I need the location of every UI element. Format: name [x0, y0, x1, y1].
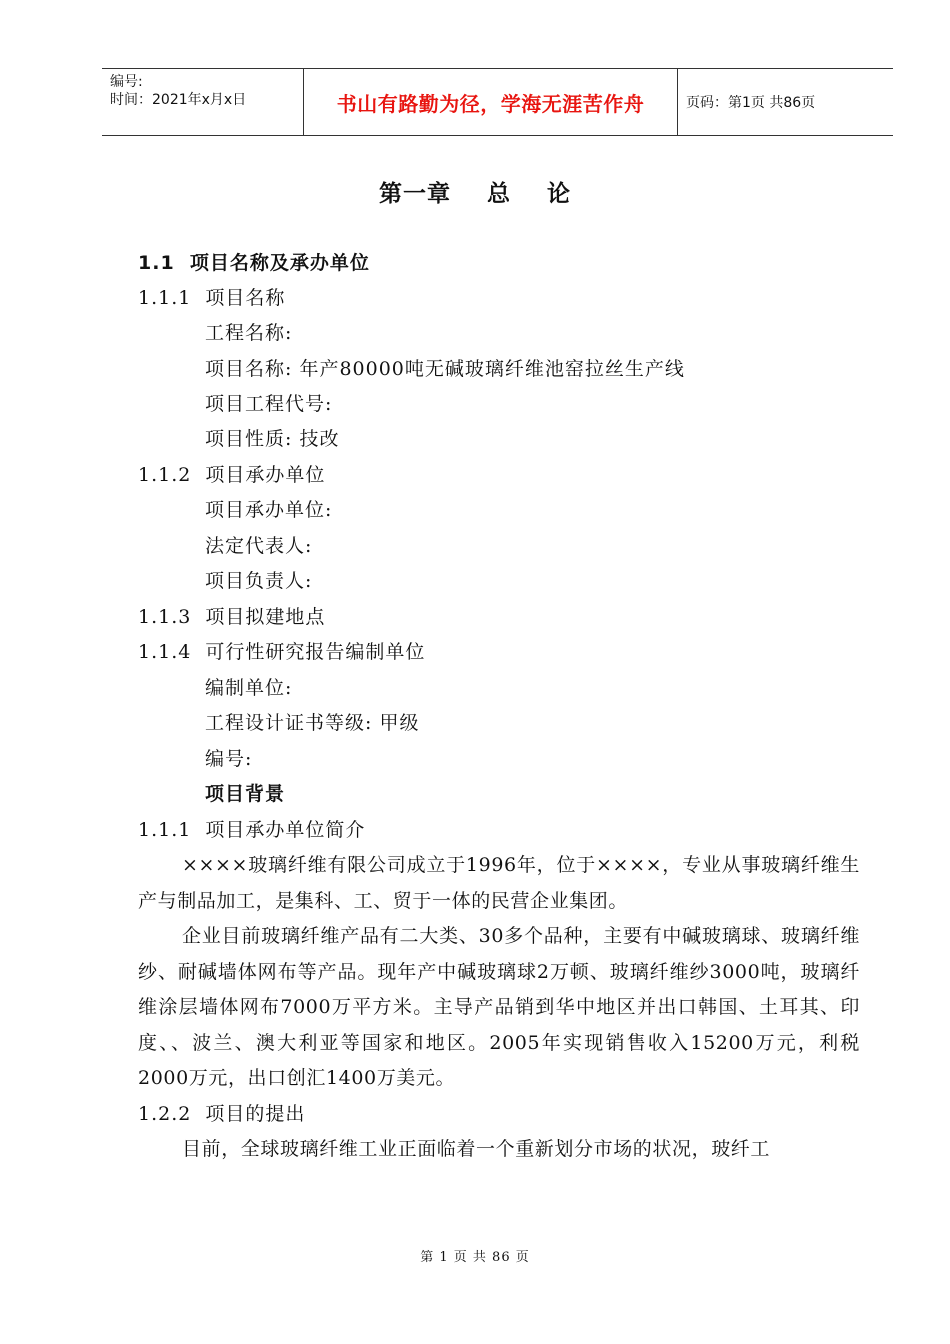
page-code: 页码：第1页 共86页	[686, 95, 816, 111]
undertaker-label: 项目承办单位:	[205, 499, 333, 521]
section-heading-company-intro: 1.1.1 项目承办单位简介	[138, 819, 366, 841]
compiler-label: 编制单位:	[205, 677, 293, 699]
paragraph-company-intro: ××××玻璃纤维有限公司成立于1996年，位于××××，专业从事玻璃纤维生产与制品加工，是集科、工、贸于一体的民营企业集团。	[138, 854, 860, 912]
page-header	[102, 68, 893, 136]
header-page-cell	[678, 69, 893, 135]
motto-text: 书山有路勤为径，学海无涯苦作舟	[336, 91, 645, 116]
paragraph-products: 企业目前玻璃纤维产品有二大类、30多个品种，主要有中碱玻璃球、玻璃纤维纱、耐碱墙体网布等产品。现年产中碱玻璃球2万顿、玻璃纤维纱3000吨，玻璃纤维涂层墙体网布7000万平方米。主导产品销到华中地区并出口韩国、土耳其、印度、、波兰、澳大利亚等国家和地区。2005年实现销售收入15200万元，利税2000万元，出口创汇1400万美元。	[138, 925, 860, 1089]
page-footer: 第 1 页 共 86 页	[420, 1250, 530, 1265]
project-code: 项目工程代号:	[205, 393, 333, 415]
section-heading-1-1-4: 1.1.4 可行性研究报告编制单位	[138, 641, 426, 663]
section-heading-1-1: 1.1 项目名称及承办单位	[138, 252, 370, 274]
section-heading-1-2-2: 1.2.2 项目的提出	[138, 1103, 306, 1125]
header-meta-cell	[102, 69, 304, 135]
project-name-label: 工程名称:	[205, 322, 293, 344]
header-motto-cell	[304, 69, 678, 135]
background-heading: 项目背景	[205, 783, 286, 805]
serial-label: 编号:	[110, 74, 143, 90]
legal-rep-label: 法定代表人:	[205, 535, 313, 557]
section-heading-1-1-3: 1.1.3 项目拟建地点	[138, 606, 326, 628]
section-heading-1-1-1: 1.1.1 项目名称	[138, 287, 286, 309]
project-nature: 项目性质: 技改	[205, 428, 340, 450]
project-lead-label: 项目负责人:	[205, 570, 313, 592]
serial-no-label: 编号:	[205, 748, 253, 770]
project-name: 项目名称: 年产80000吨无碱玻璃纤维池窑拉丝生产线	[205, 358, 685, 380]
chapter-title: 第一章 总 论	[378, 181, 572, 207]
cert-grade: 工程设计证书等级: 甲级	[205, 712, 420, 734]
section-heading-1-1-2: 1.1.2 项目承办单位	[138, 464, 326, 486]
time-label: 时间：2021年x月x日	[110, 92, 247, 108]
paragraph-proposal: 目前，全球玻璃纤维工业正面临着一个重新划分市场的状况，玻纤工	[182, 1138, 771, 1160]
